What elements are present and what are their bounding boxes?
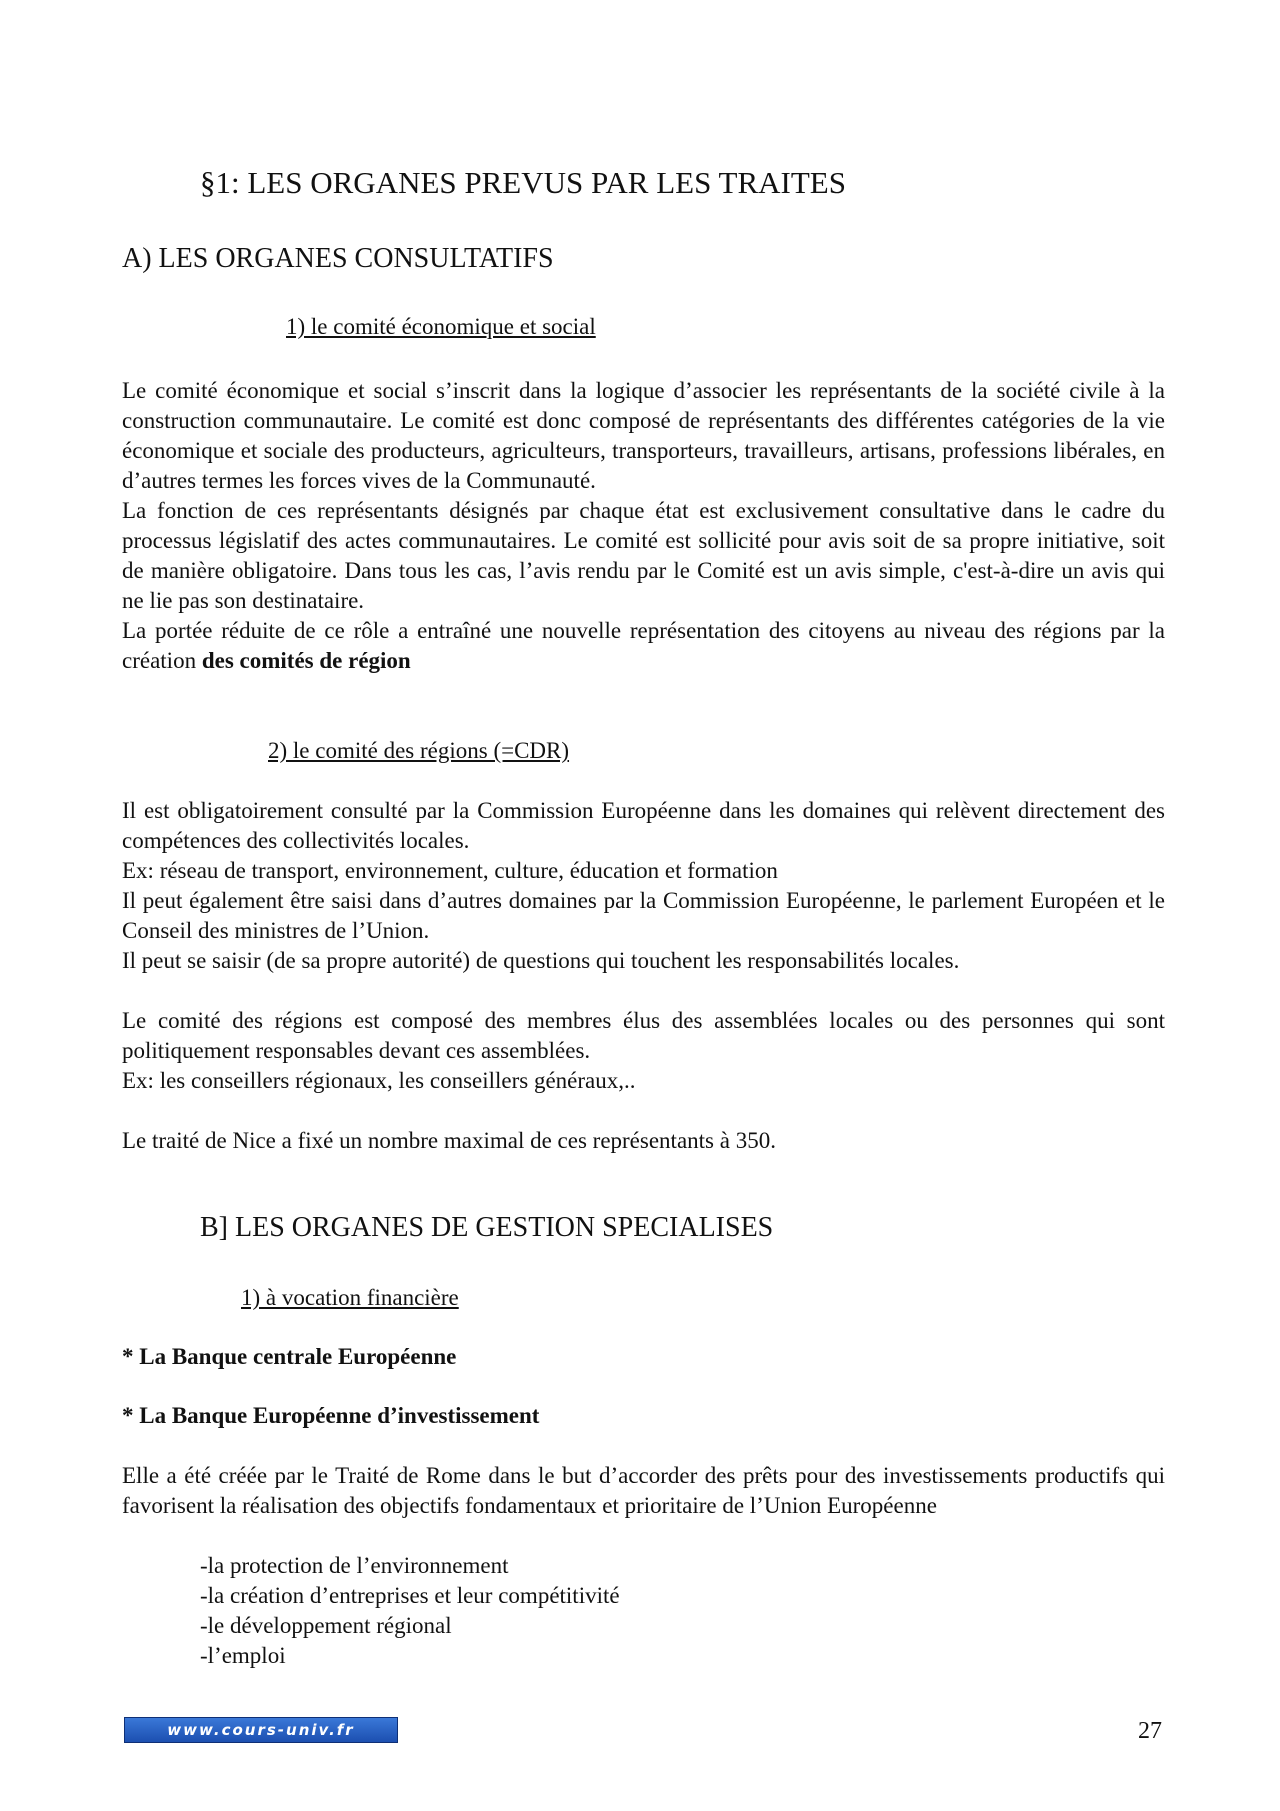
paragraph-text: La portée réduite de ce rôle a entraîné une nouvelle représentation des citoyens au niveau des régions par la création [122, 618, 1165, 673]
bank-item-bei: * La Banque Européenne d’investissement [122, 1403, 540, 1428]
paragraph: Ex: les conseillers régionaux, les conseillers généraux,.. [122, 1068, 636, 1093]
list-item: -la protection de l’environnement [200, 1553, 509, 1578]
page-number: 27 [1138, 1718, 1162, 1744]
paragraph: Le traité de Nice a fixé un nombre maximal de ces représentants à 350. [122, 1128, 776, 1153]
objectives-list [200, 1551, 620, 1671]
list-item: -le développement régional [200, 1613, 452, 1638]
page-title: §1: LES ORGANES PREVUS PAR LES TRAITES [200, 165, 846, 200]
section-a-heading: A) LES ORGANES CONSULTATIFS [122, 243, 554, 274]
bank-item-bce: * La Banque centrale Européenne [122, 1344, 457, 1369]
paragraph: Il peut également être saisi dans d’autres domaines par la Commission Européenne, le parlement Européen et le Conseil des ministres de l’Union. [122, 888, 1165, 943]
paragraph: Le comité économique et social s’inscrit dans la logique d’associer les représentants de la société civile à la construction communautaire. Le comité est donc composé de représentants des différentes catégories de la vie économique et sociale des producteurs, agriculteurs, transporteurs, travailleurs, artisans, professions libérales, en d’autres termes les forces vives de la Communauté. [122, 378, 1165, 493]
list-item: -la création d’entreprises et leur compétitivité [200, 1583, 620, 1608]
site-logo: www.cours-univ.fr [124, 1717, 398, 1743]
section-b1-body [122, 1461, 1165, 1521]
paragraph: Ex: réseau de transport, environnement, culture, éducation et formation [122, 858, 778, 883]
paragraph: Il peut se saisir (de sa propre autorité) de questions qui touchent les responsabilités locales. [122, 948, 960, 973]
subsection-a1-heading: 1) le comité économique et social [286, 314, 596, 339]
paragraph: La fonction de ces représentants désignés par chaque état est exclusivement consultative dans le cadre du processus législatif des actes communautaires. Le comité est sollicité pour avis soit de sa propre initiative, soit de manière obligatoire. Dans tous les cas, l’avis rendu par le Comité est un avis simple, c'est-à-dire un avis qui ne lie pas son destinataire. [122, 498, 1165, 613]
bold-term: des comités de région [201, 648, 411, 673]
paragraph: Le comité des régions est composé des membres élus des assemblées locales ou des personnes qui sont politiquement responsables devant ces assemblées. [122, 1008, 1165, 1063]
subsection-b1-heading: 1) à vocation financière [241, 1285, 459, 1310]
paragraph: Il est obligatoirement consulté par la Commission Européenne dans les domaines qui relèvent directement des compétences des collectivités locales. [122, 798, 1165, 853]
subsection-a2-heading: 2) le comité des régions (=CDR) [268, 738, 570, 763]
paragraph: Elle a été créée par le Traité de Rome dans le but d’accorder des prêts pour des investissements productifs qui favorisent la réalisation des objectifs fondamentaux et prioritaire de l’Union Européenne [122, 1463, 1165, 1518]
section-a1-body [122, 376, 1165, 676]
section-b-heading: B] LES ORGANES DE GESTION SPECIALISES [200, 1212, 774, 1243]
section-a2-body [122, 796, 1165, 1156]
paragraph [122, 616, 1165, 676]
list-item: -l’emploi [200, 1643, 286, 1668]
